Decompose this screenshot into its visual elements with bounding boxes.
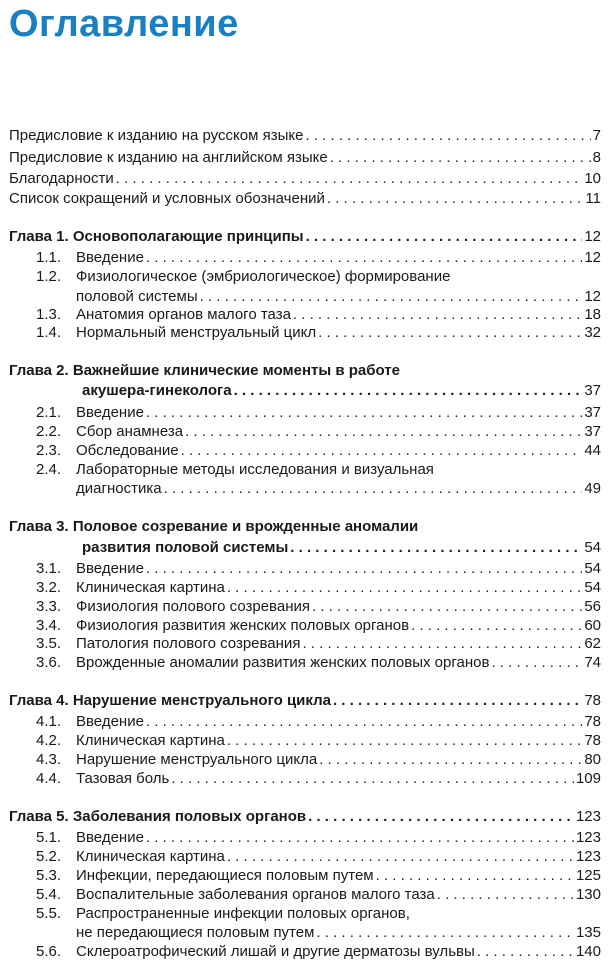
section-page: 130 [575,886,601,903]
toc-entry-page: 8 [592,149,601,166]
section-page: 140 [575,943,601,960]
chapter-heading[interactable]: Глава 2. Важнейшие клинические моменты в работе [9,362,400,379]
toc-entry[interactable] [36,442,601,460]
chapter-heading[interactable] [9,228,601,246]
section-number: 3.5. [36,635,62,652]
section-page: 37 [584,404,601,421]
section-label: Тазовая боль [76,770,170,787]
chapter-heading[interactable]: Глава 3. Половое созревание и врожденные аномалии [9,518,419,535]
toc-entry[interactable] [36,249,601,267]
section-page: 12 [584,288,601,305]
section-number: 5.3. [36,867,62,884]
section-label: Введение [76,829,144,846]
toc-entry[interactable] [36,867,601,885]
toc-entry-label: Предисловие к изданию на английском языке [9,149,328,166]
toc-entry-continued[interactable] [76,924,601,942]
chapter-title-cont: развития половой системы [82,539,289,556]
section-number: 3.1. [36,560,62,577]
section-page: 123 [575,848,601,865]
section-label: Клиническая картина [76,579,225,596]
section-label-cont: диагностика [76,480,162,497]
section-label: Инфекции, передающиеся половым путем [76,867,374,884]
section-page: 54 [584,560,601,577]
chapter-page: 54 [584,539,601,556]
section-page: 54 [584,579,601,596]
toc-entry[interactable] [36,770,601,788]
section-page: 74 [584,654,601,671]
section-number: 5.2. [36,848,62,865]
page-title: Оглавление [9,3,239,45]
section-label: Клиническая картина [76,732,225,749]
section-page: 32 [584,324,601,341]
section-number: 2.2. [36,423,62,440]
section-number: 2.1. [36,404,62,421]
section-number: 5.1. [36,829,62,846]
section-label: Физиология развития женских половых органов [76,617,410,634]
chapter-heading[interactable] [9,692,601,710]
section-label: Лабораторные методы исследования и визуальная [76,461,434,478]
section-page: 125 [575,867,601,884]
toc-entry[interactable] [36,324,601,342]
section-page: 56 [584,598,601,615]
section-page: 135 [575,924,601,941]
section-page: 62 [584,635,601,652]
section-label: Анатомия органов малого таза [76,306,291,323]
toc-entry[interactable] [36,732,601,750]
section-page: 78 [584,713,601,730]
section-page: 109 [575,770,601,787]
toc-entry[interactable] [36,268,601,286]
toc-entry[interactable] [36,560,601,578]
toc-entry[interactable] [9,170,601,188]
section-page: 80 [584,751,601,768]
toc-entry[interactable] [36,943,601,961]
toc-entry[interactable] [36,654,601,672]
section-label: Врожденные аномалии развития женских половых органов [76,654,490,671]
section-page: 123 [575,829,601,846]
toc-entry-page: 11 [585,190,601,207]
toc-entry-continued[interactable] [76,288,601,306]
section-number: 1.4. [36,324,62,341]
toc-entry[interactable] [36,617,601,635]
section-number: 4.1. [36,713,62,730]
section-page: 49 [584,480,601,497]
toc-entry[interactable] [36,848,601,866]
toc-entry[interactable] [9,190,601,208]
section-label: Обследование [76,442,179,459]
toc-entry[interactable] [9,149,601,167]
section-number: 3.2. [36,579,62,596]
section-number: 1.2. [36,268,62,285]
section-number: 3.4. [36,617,62,634]
chapter-heading-continued[interactable] [82,382,601,400]
section-number: 5.6. [36,943,62,960]
section-label: Склероатрофический лишай и другие дерматозы вульвы [76,943,475,960]
section-label: Патология полового созревания [76,635,301,652]
section-page: 60 [584,617,601,634]
section-label: Введение [76,249,144,266]
toc-entry[interactable] [36,713,601,731]
toc-entry[interactable] [36,886,601,904]
chapter-page: 123 [575,808,601,825]
chapter-heading[interactable] [9,808,601,826]
section-page: 78 [584,732,601,749]
section-number: 2.4. [36,461,62,478]
toc-entry[interactable] [36,598,601,616]
toc-entry-continued[interactable] [76,480,601,498]
toc-entry[interactable] [9,127,601,145]
toc-entry[interactable] [36,635,601,653]
section-label-cont: половой системы [76,288,198,305]
section-page: 12 [584,249,601,266]
section-number: 4.2. [36,732,62,749]
section-label: Клиническая картина [76,848,225,865]
section-label: Введение [76,404,144,421]
section-page: 37 [584,423,601,440]
section-label: Сбор анамнеза [76,423,184,440]
toc-entry[interactable] [36,751,601,769]
toc-entry[interactable] [36,306,601,324]
toc-entry-page: 10 [584,170,601,187]
toc-entry-label: Предисловие к изданию на русском языке [9,127,304,144]
chapter-page: 78 [584,692,601,709]
section-page: 44 [584,442,601,459]
chapter-title: Глава 5. Заболевания половых органов [9,808,307,825]
section-label: Введение [76,713,144,730]
chapter-heading-continued[interactable] [82,539,601,557]
section-number: 1.1. [36,249,62,266]
toc-entry[interactable] [36,905,601,923]
section-label: Нарушение менструального цикла [76,751,318,768]
section-number: 2.3. [36,442,62,459]
chapter-title-cont: акушера-гинеколога [82,382,232,399]
section-label: Распространенные инфекции половых органов, [76,905,410,922]
section-label: Введение [76,560,144,577]
toc-entry-label: Благодарности [9,170,114,187]
toc-entry[interactable] [36,829,601,847]
section-label-cont: не передающиеся половым путем [76,924,315,941]
toc-entry[interactable] [36,404,601,422]
section-number: 1.3. [36,306,62,323]
section-page: 18 [584,306,601,323]
chapter-page: 12 [584,228,601,245]
toc-entry[interactable] [36,579,601,597]
section-label: Физиологическое (эмбриологическое) формирование [76,268,451,285]
toc-entry[interactable] [36,461,601,479]
section-number: 3.6. [36,654,62,671]
toc-entry-page: 7 [592,127,601,144]
section-number: 4.3. [36,751,62,768]
section-number: 3.3. [36,598,62,615]
section-number: 5.5. [36,905,62,922]
section-label: Физиология полового созревания [76,598,310,615]
section-label: Нормальный менструальный цикл [76,324,317,341]
chapter-title: Глава 1. Основополагающие принципы [9,228,304,245]
section-label: Воспалительные заболевания органов малого таза [76,886,435,903]
toc-entry-label: Список сокращений и условных обозначений [9,190,325,207]
chapter-page: 37 [584,382,601,399]
toc-entry[interactable] [36,423,601,441]
chapter-title: Глава 4. Нарушение менструального цикла [9,692,331,709]
section-number: 5.4. [36,886,62,903]
section-number: 4.4. [36,770,62,787]
